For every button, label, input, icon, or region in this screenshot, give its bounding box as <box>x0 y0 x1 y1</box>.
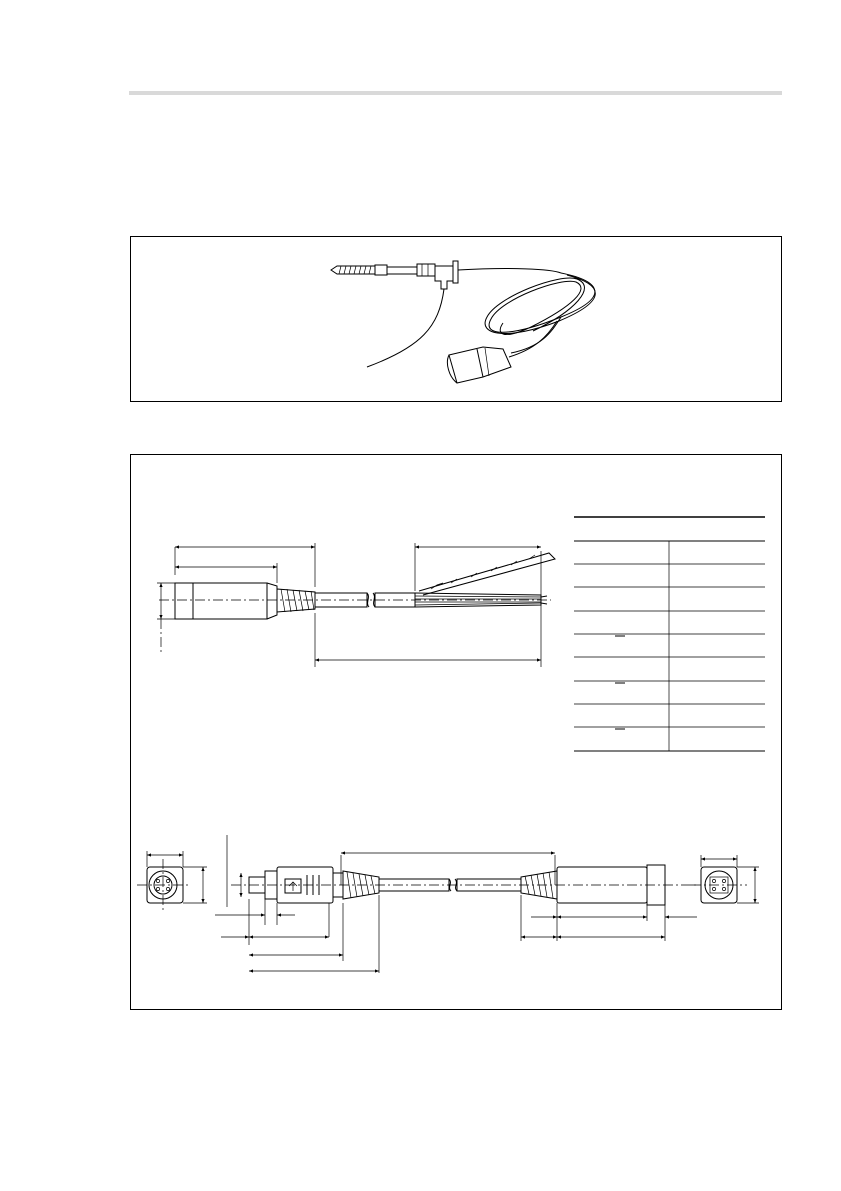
header-rule <box>129 91 782 95</box>
right-connector-end-view <box>691 855 759 903</box>
probe-cable <box>458 269 561 273</box>
left-connector-end-view <box>137 851 207 911</box>
probe-tip <box>331 264 435 276</box>
open-end-cable-drawing <box>157 543 555 667</box>
pin-assignment-table <box>574 517 765 751</box>
probe-junction <box>435 261 458 289</box>
extension-cable-drawing <box>137 835 759 973</box>
probe-figure-frame <box>130 236 782 402</box>
connector-housing <box>447 347 511 383</box>
probe-illustration <box>131 237 783 403</box>
dimension-figure-frame <box>130 454 782 1010</box>
cable-coil <box>485 273 595 357</box>
ground-lead <box>367 289 444 367</box>
cable-dimension-drawing <box>131 455 783 1011</box>
